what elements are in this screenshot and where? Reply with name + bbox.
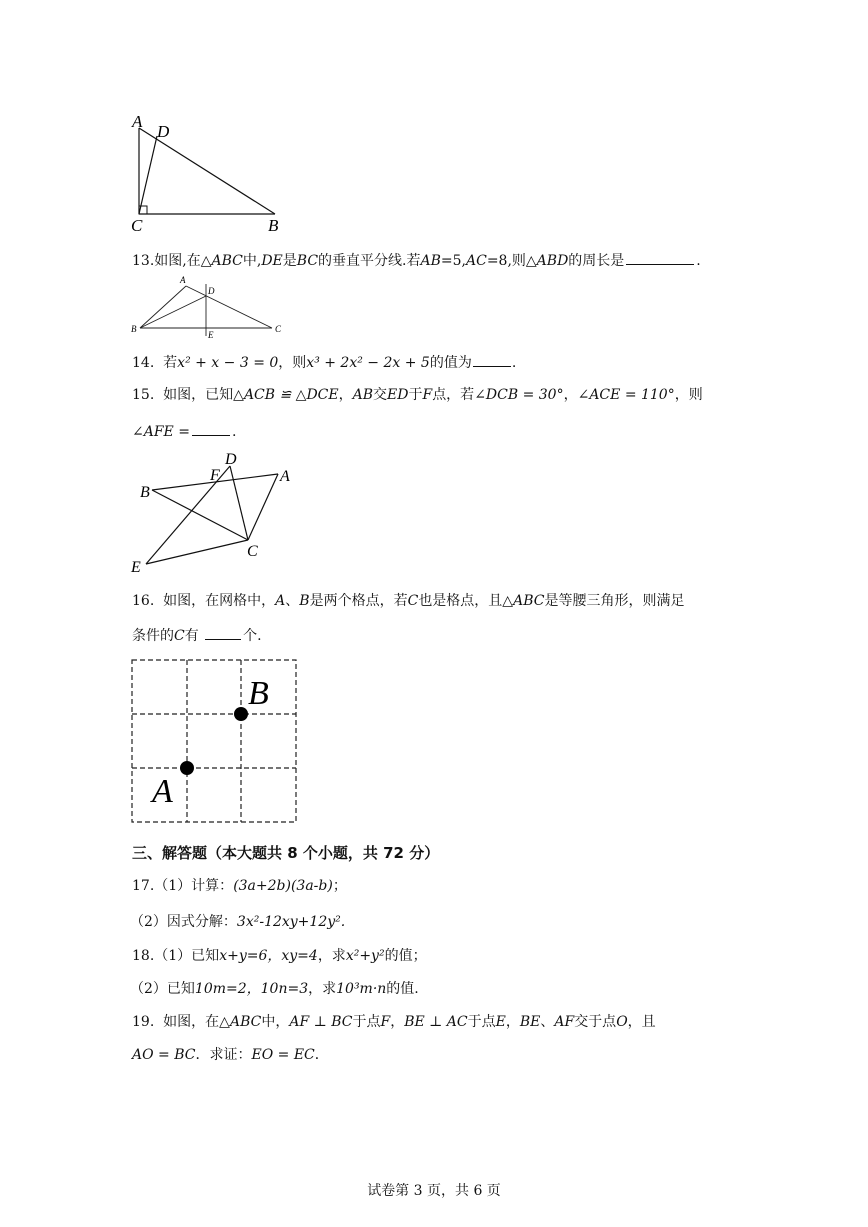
question-19-cont: AO = BC．求证：EO = EC． (132, 1047, 329, 1063)
label-E: E (131, 559, 141, 576)
figure-q16-grid (128, 656, 304, 828)
label-A: A (152, 773, 173, 810)
label-C: C (131, 216, 143, 235)
label-A: A (280, 468, 290, 485)
question-14: 14. 若x² + x − 3 = 0，则x³ + 2x² − 2x + 5的值为 . (132, 352, 516, 373)
grid-point-A (180, 761, 194, 775)
label-D: D (225, 451, 237, 468)
question-13: 13.如图,在△ABC中,DE是BC的垂直平分线.若AB=5,AC=8,则△ABD的周长是 . (132, 250, 701, 271)
figure-q13 (128, 274, 288, 344)
label-F: F (210, 467, 220, 484)
page-footer: 试卷第 3 页，共 6 页 (367, 1183, 501, 1199)
question-17-1: 17.（1）计算：(3a+2b)(3a-b)； (132, 878, 347, 894)
question-19: 19. 如图，在△ABC中，AF ⊥ BC于点F，BE ⊥ AC于点E，BE、AF交于点O，且 (132, 1014, 656, 1030)
label-B: B (268, 216, 279, 235)
label-A: A (180, 275, 186, 285)
label-B: B (248, 675, 269, 712)
section-title: 三、解答题（本大题共 8 个小题，共 72 分） (132, 844, 440, 862)
label-C: C (275, 324, 282, 334)
figure-q15 (128, 450, 308, 578)
question-15-cont: ∠AFE = . (132, 421, 236, 442)
question-18-2: （2）已知10m=2，10n=3，求10³m·n的值. (130, 981, 419, 997)
grid-point-B (234, 707, 248, 721)
label-D: D (157, 122, 170, 141)
figure-right-triangle (125, 108, 295, 236)
label-B: B (140, 484, 150, 501)
label-A: A (132, 112, 143, 131)
label-B: B (131, 324, 137, 334)
label-C: C (247, 543, 258, 560)
question-16-cont: 条件的C有 个. (132, 625, 262, 646)
label-E: E (208, 330, 214, 340)
question-17-2: （2）因式分解：3x²-12xy+12y². (130, 914, 346, 930)
question-15: 15. 如图，已知△ACB ≌ △DCE，AB交ED于F点，若∠DCB = 30°，∠ACE = 110°，则 (132, 387, 703, 403)
question-18-1: 18.（1）已知x+y=6，xy=4，求x²+y²的值； (132, 948, 427, 964)
answer-blank-15 (192, 421, 230, 436)
answer-blank-14 (473, 352, 511, 367)
answer-blank-16 (205, 625, 241, 640)
question-16: 16. 如图，在网格中，A、B是两个格点，若C也是格点，且△ABC是等腰三角形，则满足 (132, 593, 685, 609)
answer-blank-13 (626, 250, 694, 265)
label-D: D (208, 286, 215, 296)
